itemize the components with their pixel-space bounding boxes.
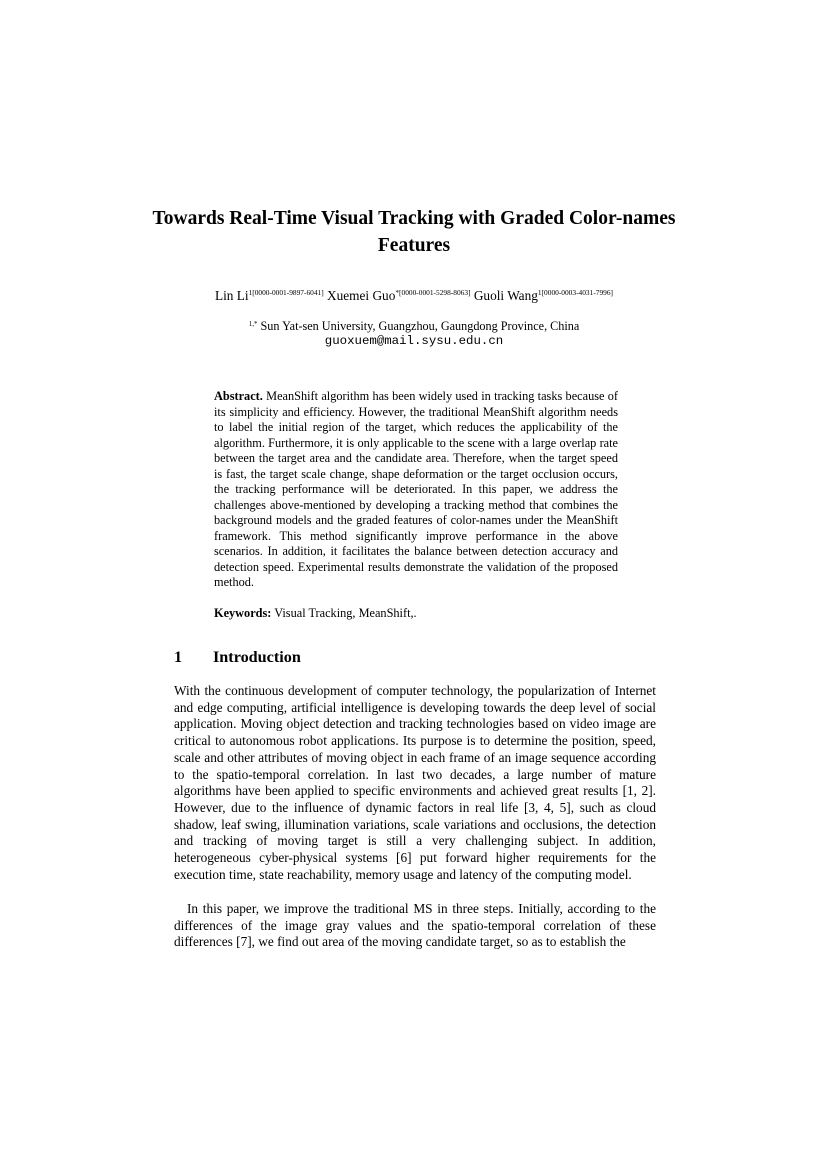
author-name: Xuemei Guo [327, 288, 396, 303]
section-title: Introduction [213, 648, 301, 666]
body-paragraph: With the continuous development of computer technology, the popularization of Internet and edge computing, artificial intelligence is developing towards the deep level of social application. Moving object detection and tracking technologies based on video image are critical to autonomous robot applications. Its purpose is to determine the position, speed, scale and other attributes of moving object in each frame of an image sequence according to the spatio-temporal correlation. In last two decades, a large number of mature algorithms have been applied to specific environments and achieved great results [1, 2]. However, due to the influence of dynamic factors in real life [3, 4, 5], such as cloud shadow, leaf swing, illumination variations, scale variations and occlusions, the detection and tracking of moving target is still a very challenging subject. In addition, heterogeneous cyber-physical systems [6] put forward higher requirements for the execution time, state reachability, memory usage and latency of the computing model. [174, 683, 656, 882]
author-name: Guoli Wang [473, 288, 538, 303]
author-orcid: 1[0000-0001-9897-6041] [248, 288, 324, 297]
author-email: guoxuem@mail.sysu.edu.cn [324, 334, 504, 348]
affiliation-text: Sun Yat-sen University, Guangzhou, Gaungdong Province, China [260, 319, 580, 333]
abstract-text: MeanShift algorithm has been widely used in tracking tasks because of its simplicity and efficiency. However, the traditional MeanShift algorithm needs to label the initial region of the target, which reduces the applicability of the algorithm. Furthermore, it is only applicable to the scene with a large overlap rate between the target area and the candidate area. Therefore, when the target speed is fast, the target scale change, shape deformation or the target occlusion occurs, the tracking performance will be deteriorated. In this paper, we address the challenges above-mentioned by developing a tracking method that combines the background models and the graded features of color-names under the MeanShift framework. This method significantly improve performance in the above scenarios. In addition, it facilitates the balance between detection accuracy and detection speed. Experimental results demonstrate the validation of the proposed method. [214, 389, 619, 589]
author-orcid: 1[0000-0003-4031-7996] [537, 288, 614, 297]
keywords-label: Keywords: [214, 606, 272, 620]
body-paragraph: In this paper, we improve the traditional MS in three steps. Initially, according to the differences of the image gray values and the spatio-temporal correlation of these differences [7], we find out area of the moving candidate target, so as to establish the [174, 901, 656, 950]
keywords-text: Visual Tracking, MeanShift,. [274, 606, 417, 620]
keywords [214, 605, 618, 621]
section-number: 1 [174, 648, 183, 666]
affiliation-mark: 1,* [248, 320, 258, 328]
abstract-label: Abstract. [214, 389, 263, 403]
author-orcid: *[0000-0001-5298-8063] [395, 288, 471, 297]
paper-title: Towards Real-Time Visual Tracking with Graded Color-names Features [152, 208, 676, 256]
author-list [110, 286, 718, 306]
section-heading [174, 647, 664, 667]
abstract [214, 389, 618, 591]
author-name: Lin Li [214, 288, 249, 303]
affiliation [110, 318, 718, 334]
